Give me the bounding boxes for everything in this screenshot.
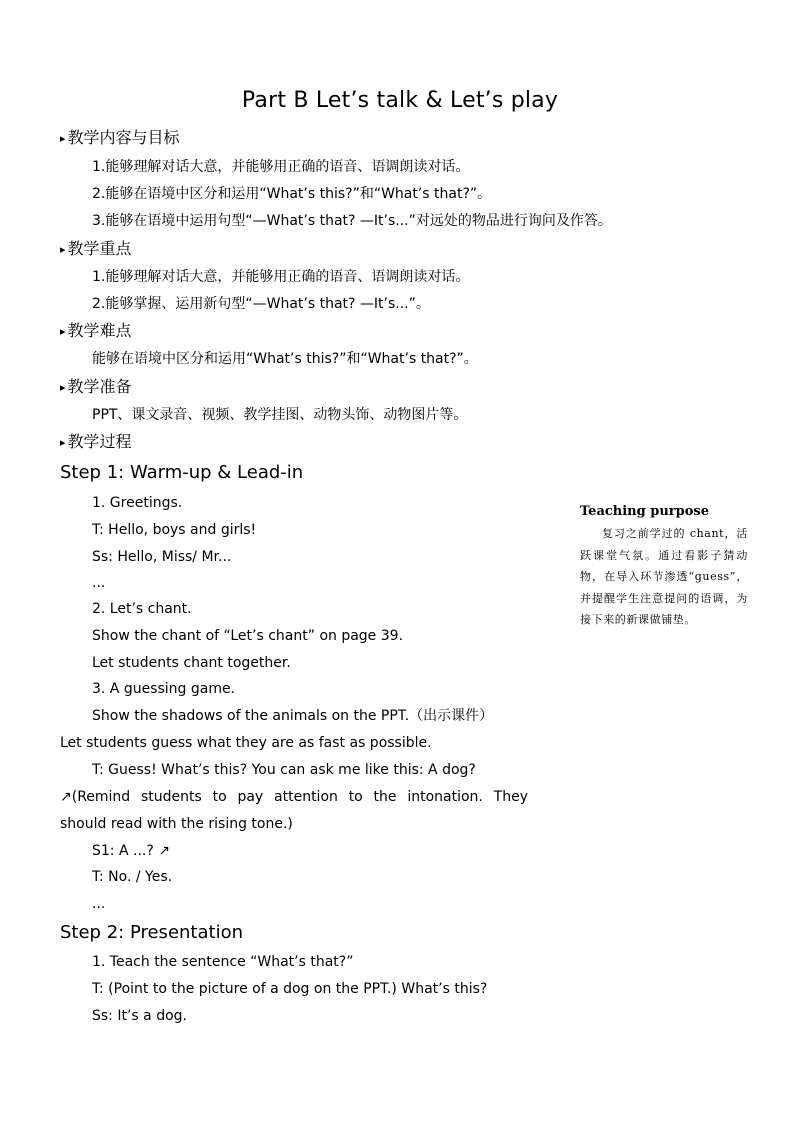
step-2-line: 1. Teach the sentence “What’s that?” xyxy=(92,954,354,970)
section-heading-key-points: ▸ 教学重点 xyxy=(60,239,132,258)
step-1-line: T: Hello, boys and girls! xyxy=(92,522,257,538)
section-heading-content-goals: ▸ 教学内容与目标 xyxy=(60,128,180,147)
step-1-line: 3. A guessing game. xyxy=(92,681,236,697)
bullet-triangle-icon: ▸ xyxy=(60,325,66,338)
section-heading-process: ▸ 教学过程 xyxy=(60,432,132,451)
teaching-purpose-body: 复习之前学过的 chant，活跃课堂气氛。通过看影子猜动物，在导入环节渗透“guess”，并提醒学生注意提问的语调，为接下来的新课做铺垫。 xyxy=(580,527,748,626)
key-point-item: 2.能够掌握、运用新句型“—What’s that? —It’s...”。 xyxy=(92,296,430,312)
bullet-triangle-icon: ▸ xyxy=(60,132,66,145)
content-goal-item: 1.能够理解对话大意，并能够用正确的语音、语调朗读对话。 xyxy=(92,159,470,175)
step-1-line: Show the chant of “Let’s chant” on page 39. xyxy=(92,628,404,644)
step-1-line: Let students guess what they are as fast as possible. xyxy=(60,735,432,751)
step-1-line: Show the shadows of the animals on the PPT.（出示课件） xyxy=(92,708,494,724)
teaching-purpose-note xyxy=(580,503,748,631)
teaching-purpose-title: Teaching purpose xyxy=(580,504,709,519)
content-goal-item: 2.能够在语境中区分和运用“What’s this?”和“What’s that?”。 xyxy=(92,186,492,202)
step-1-heading: Step 1: Warm-up & Lead-in xyxy=(60,462,304,483)
step-1-line: Ss: Hello, Miss/ Mr... xyxy=(92,549,232,565)
step-2-line: T: (Point to the picture of a dog on the PPT.) What’s this? xyxy=(92,981,488,997)
step-2-heading: Step 2: Presentation xyxy=(60,922,243,943)
section-heading-preparation: ▸ 教学准备 xyxy=(60,377,132,396)
step-1-line: S1: A ...? ↗ xyxy=(92,843,170,859)
step-1-line: 2. Let’s chant. xyxy=(92,601,192,617)
section-heading-difficulties: ▸ 教学难点 xyxy=(60,321,132,340)
step-1-line: ... xyxy=(92,896,106,912)
step-1-line: Let students chant together. xyxy=(92,655,291,671)
step-1-line: ... xyxy=(92,575,106,591)
page-title: Part B Let’s talk & Let’s play xyxy=(241,88,559,113)
step-1-line: ↗(Remind students to pay attention to the intonation. They xyxy=(60,789,528,805)
step-1-line: T: Guess! What’s this? You can ask me like this: A dog? xyxy=(92,762,476,778)
step-1-line: should read with the rising tone.) xyxy=(60,816,293,832)
step-2-line: Ss: It’s a dog. xyxy=(92,1008,187,1024)
step-1-line: T: No. / Yes. xyxy=(92,869,173,885)
difficulty-item: 能够在语境中区分和运用“What’s this?”和“What’s that?”。 xyxy=(92,351,478,367)
content-goal-item: 3.能够在语境中运用句型“—What’s that? —It’s...”对远处的物品进行询问及作答。 xyxy=(92,213,612,229)
preparation-item: PPT、课文录音、视频、教学挂图、动物头饰、动物图片等。 xyxy=(92,407,468,423)
bullet-triangle-icon: ▸ xyxy=(60,243,66,256)
step-1-line: 1. Greetings. xyxy=(92,495,183,511)
bullet-triangle-icon: ▸ xyxy=(60,436,66,449)
bullet-triangle-icon: ▸ xyxy=(60,381,66,394)
key-point-item: 1.能够理解对话大意，并能够用正确的语音、语调朗读对话。 xyxy=(92,269,470,285)
